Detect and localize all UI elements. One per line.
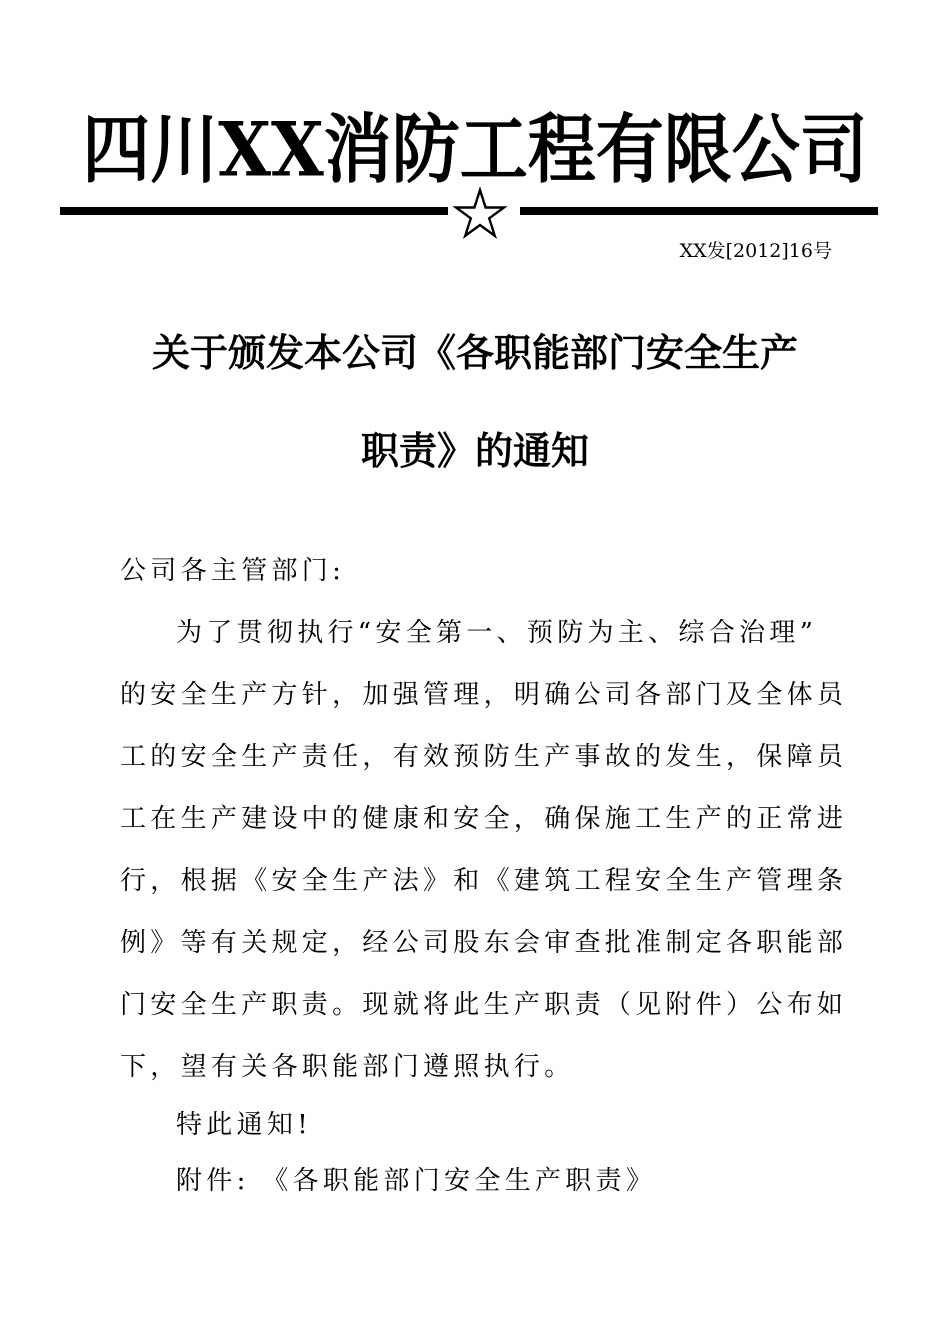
star-icon	[452, 186, 508, 242]
header-rule-left	[60, 207, 448, 215]
paragraph-line: 下，望有关各职能部门遵照执行。	[120, 1052, 575, 1082]
document-number: XX发[2012]16号	[679, 240, 832, 262]
paragraph-line: 工在生产建设中的健康和安全，确保施工生产的正常进	[120, 804, 848, 834]
salutation: 公司各主管部门:	[120, 556, 346, 586]
notice-title-line-1: 关于颁发本公司《各职能部门安全生产	[151, 331, 798, 375]
closing-text: 特此通知!	[176, 1110, 312, 1140]
notice-title-line-2: 职责》的通知	[360, 429, 589, 473]
paragraph-line: 工的安全生产责任，有效预防生产事故的发生，保障员	[120, 742, 848, 772]
attachment-reference: 附件: 《各职能部门安全生产职责》	[176, 1166, 657, 1196]
paragraph-line: 的安全生产方针，加强管理，明确公司各部门及全体员	[120, 680, 848, 710]
paragraph-line: 行，根据《安全生产法》和《建筑工程安全生产管理条	[120, 866, 848, 896]
organization-name: 四川XX消防工程有限公司	[82, 106, 868, 194]
paragraph-line: 为了贯彻执行“安全第一、预防为主、综合治理”	[176, 618, 818, 648]
paragraph-line: 例》等有关规定，经公司股东会审查批准制定各职能部	[120, 928, 848, 958]
header-rule-right	[520, 207, 878, 215]
paragraph-line: 门安全生产职责。现就将此生产职责（见附件）公布如	[120, 990, 848, 1020]
